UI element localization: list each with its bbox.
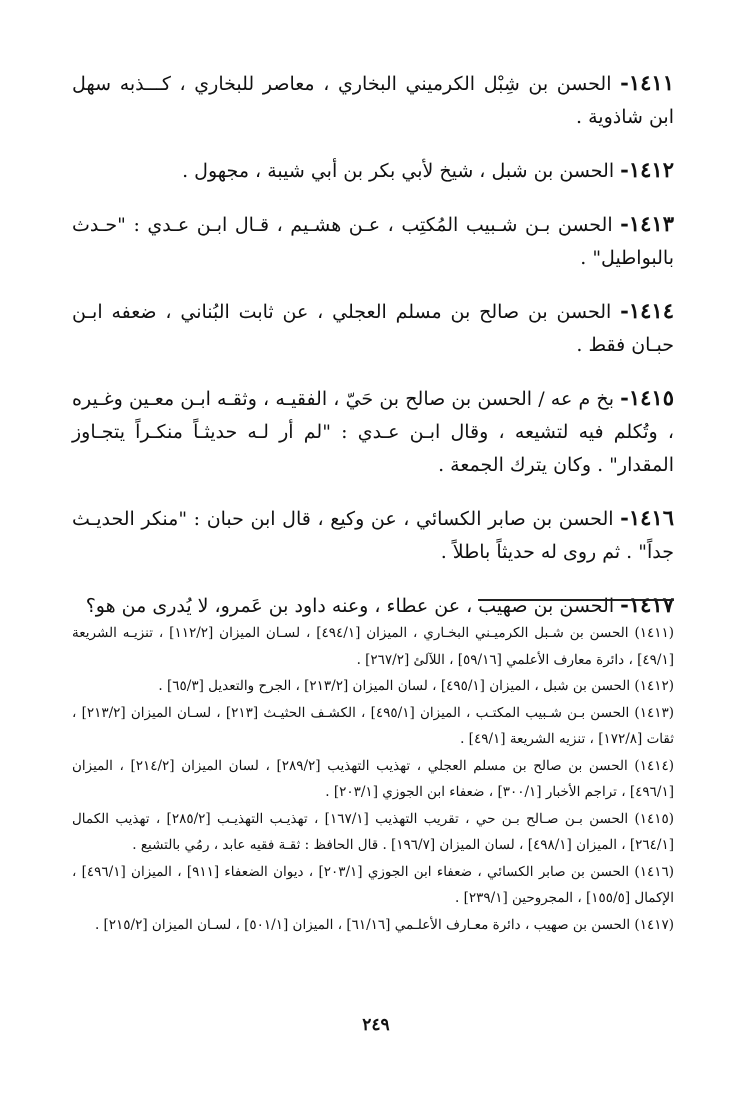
entry-number: ١٤١٤- [620, 298, 674, 323]
entry-1415 [72, 381, 674, 482]
entry-1417 [72, 588, 674, 623]
entry-number: ١٤١٧- [620, 592, 674, 617]
entry-text: الحسن بن صهيب ، عن عطاء ، وعنه داود بن عَمرو، لا يُدرى من هو؟ [85, 595, 615, 617]
footnote-1415: (١٤١٥) الحسن بـن صـالح بـن حي ، تقريب التهذيب [١٦٧/١] ، تهذيـب التهذيـب [٢٨٥/٢] ، تهذيب الكمال [٢٦٤/١] ، الميزان [٤٩٨/١] ، لسان الميزان [١٩٦/٧] . قال الحافظ : ثقـة فقيه عابد ، رمُي بالتشيع . [72, 810, 675, 853]
entry-text: الحسن بن صالح بن مسلم العجلي ، عن ثابت البُناني ، ضعفه ابـن حبـان فقط . [72, 301, 674, 356]
entry-number: ١٤١٢- [620, 157, 674, 182]
footnote-1414: (١٤١٤) الحسن بن صالح بن مسلم العجلي ، تهذيب التهذيب [٢٨٩/٢] ، لسان الميزان [٢١٤/٢] ، الميزان [٤٩٦/١] ، تراجم الأخبار [٣٠٠/١] ، ضعفاء ابن الجوزي [٢٠٣/١] . [72, 757, 674, 800]
entry-1413 [72, 207, 674, 275]
footnote-1413: (١٤١٣) الحسن بـن شـبيب المكتـب ، الميزان [٤٩٥/١] ، الكشـف الحثيـث [٢١٣] ، لسـان الميزان [٢١٣/٢] ، ثقات [١٧٢/٨] ، تنزيه الشريعة [٤٩/١] . [72, 704, 674, 747]
entry-1412 [72, 153, 674, 188]
footnote-1417: (١٤١٧) الحسن بن صهيب ، دائرة معـارف الأعلـمي [٦١/١٦] ، الميزان [٥٠١/١] ، لسـان الميزان [٢١٥/٢] . [94, 916, 674, 933]
page-number: ٢٤٩ [362, 1015, 390, 1035]
footnotes [72, 620, 674, 938]
footnote-1416: (١٤١٦) الحسن بن صابر الكسائي ، ضعفاء ابن الجوزي [٢٠٣/١] ، ديوان الضعفاء [٩١١] ، الميزان [٤٩٦/١] ، الإكمال [١٥٥/٥] ، المجروحين [٢٣٩/١] . [72, 863, 674, 906]
biography-entries [72, 66, 674, 638]
entry-number: ١٤١٦- [620, 505, 674, 530]
entry-1416 [72, 501, 674, 569]
entry-1414 [72, 294, 674, 362]
entry-text: بخ م عه / الحسن بن صالح بن حَيّ ، الفقيـه ، وثقـه ابـن معـين وغـيره ، وتُكلم فيه لتشيعه ، وقال ابـن عـدي : "لم أر لـه حديثـاً منكـراً يتجـاوز المقدار" . وكان يترك الجمعة . [72, 388, 674, 476]
entry-number: ١٤١٥- [620, 385, 674, 410]
entry-number: ١٤١١- [620, 70, 674, 95]
entry-text: الحسن بـن شـبيب المُكتِب ، عـن هشـيم ، قـال ابـن عـدي : "حـدث بالبواطيل" . [72, 214, 674, 269]
entry-text: الحسن بن شِبْل الكرميني البخاري ، معاصر للبخاري ، كـــذبه سهل ابن شاذوية . [72, 73, 674, 128]
footnote-1411: (١٤١١) الحسن بن شـبل الكرميـني البخـاري ، الميزان [٤٩٤/١] ، لسـان الميزان [١١٢/٢] ، تنزيـه الشريعة [٤٩/١] ، دائرة معارف الأعلمي [٥٩/١٦] ، اللآلئ [٢٦٧/٢] . [72, 625, 675, 668]
footnote-divider [478, 599, 674, 601]
entry-number: ١٤١٣- [620, 211, 674, 236]
footnote-1412: (١٤١٢) الحسن بن شبل ، الميزان [٤٩٥/١] ، لسان الميزان [٢١٣/٢] ، الجرح والتعديل [٦٥/٣] . [158, 678, 674, 694]
entry-text: الحسن بن شبل ، شيخ لأبي بكر بن أبي شيبة ، مجهول . [182, 160, 615, 182]
entry-1411 [72, 66, 674, 134]
entry-text: الحسن بن صابر الكسائي ، عن وكيع ، قال ابن حبان : "منكر الحديـث جداً" . ثم روى له حديثاً باطلاً . [72, 508, 674, 563]
